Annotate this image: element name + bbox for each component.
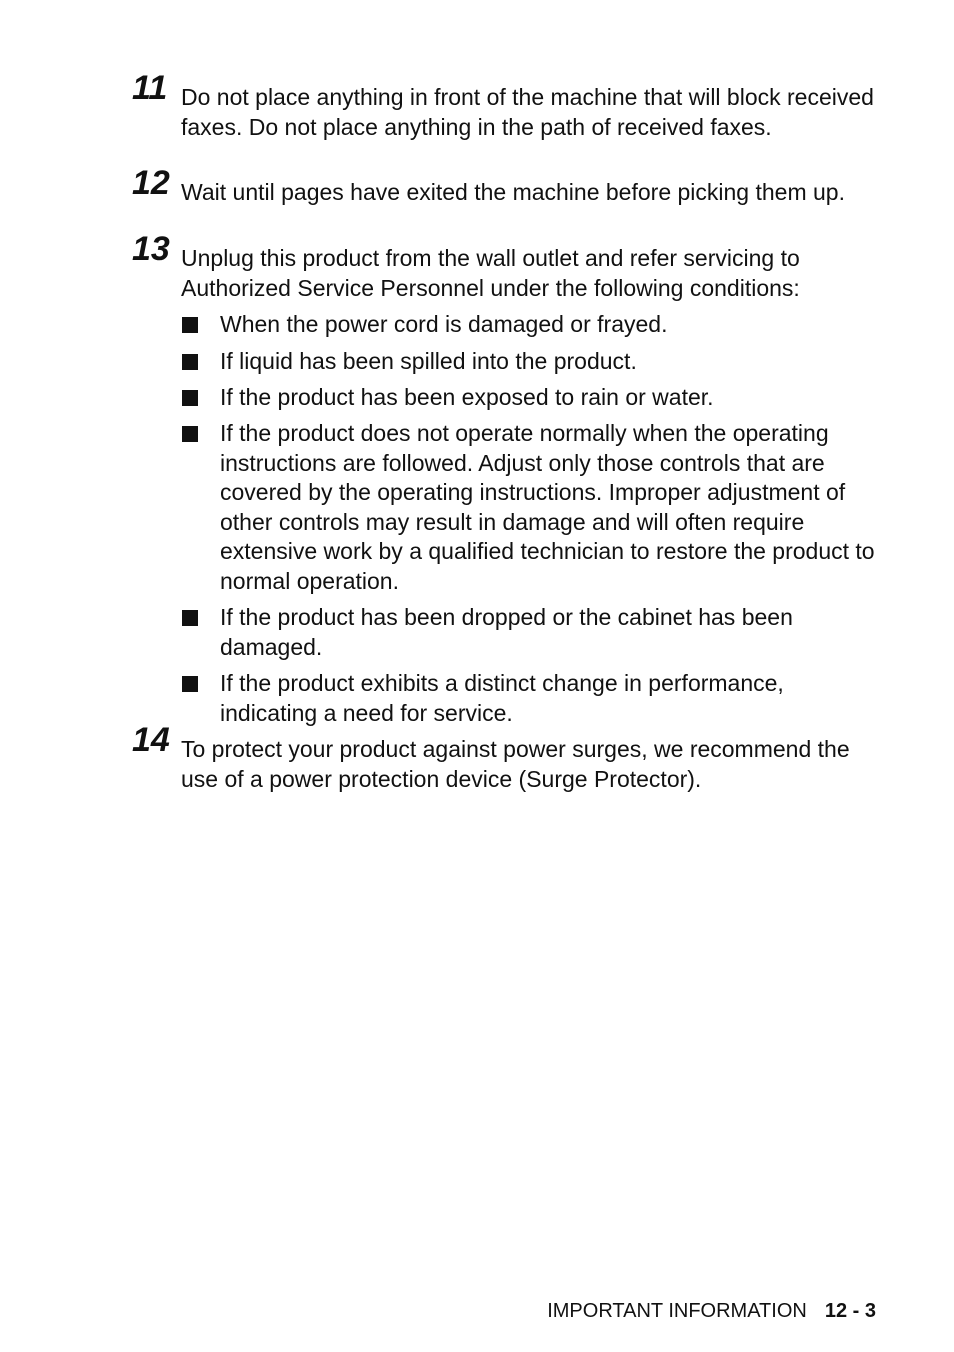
condition-text: When the power cord is damaged or frayed. <box>220 311 668 337</box>
condition-text: If liquid has been spilled into the product. <box>220 348 637 374</box>
condition-text: If the product has been exposed to rain or water. <box>220 384 714 410</box>
condition-bullet <box>182 603 882 662</box>
condition-bullet <box>182 669 882 728</box>
item-number: 11 <box>132 69 168 107</box>
item-text: Wait until pages have exited the machine before picking them up. <box>181 179 845 205</box>
square-bullet-icon <box>182 610 198 626</box>
item-number: 13 <box>132 230 170 268</box>
square-bullet-icon <box>182 317 198 333</box>
item-number: 12 <box>132 164 170 202</box>
item-text: Do not place anything in front of the machine that will block received faxes. Do not place anything in the path of received faxes. <box>181 84 874 140</box>
page-footer <box>547 1300 876 1323</box>
condition-bullet <box>182 347 882 377</box>
condition-bullet <box>182 419 882 597</box>
condition-bullet <box>182 383 882 413</box>
list-item-12 <box>132 164 892 208</box>
square-bullet-icon <box>182 354 198 370</box>
item-text: Unplug this product from the wall outlet and refer servicing to Authorized Service Personnel under the following conditions: <box>181 245 800 301</box>
list-item-14 <box>132 721 892 794</box>
condition-bullet <box>182 310 882 340</box>
condition-text: If the product has been dropped or the cabinet has been damaged. <box>220 604 793 660</box>
list-item-13 <box>132 230 892 303</box>
square-bullet-icon <box>182 676 198 692</box>
footer-section-title: IMPORTANT INFORMATION <box>547 1300 807 1322</box>
square-bullet-icon <box>182 426 198 442</box>
list-item-11 <box>132 69 892 142</box>
item-number: 14 <box>132 721 170 759</box>
condition-text: If the product does not operate normally when the operating instructions are followed. Adjust only those controls that are covered by the operating instructions. Improper adjustment of other controls may result in damage and will often require extensive work by a qualified technician to restore the product to normal operation. <box>220 420 875 594</box>
condition-text: If the product exhibits a distinct change in performance, indicating a need for service. <box>220 670 784 726</box>
page-number: 12 - 3 <box>824 1300 876 1322</box>
item-text: To protect your product against power surges, we recommend the use of a power protection device (Surge Protector). <box>181 736 850 792</box>
square-bullet-icon <box>182 390 198 406</box>
